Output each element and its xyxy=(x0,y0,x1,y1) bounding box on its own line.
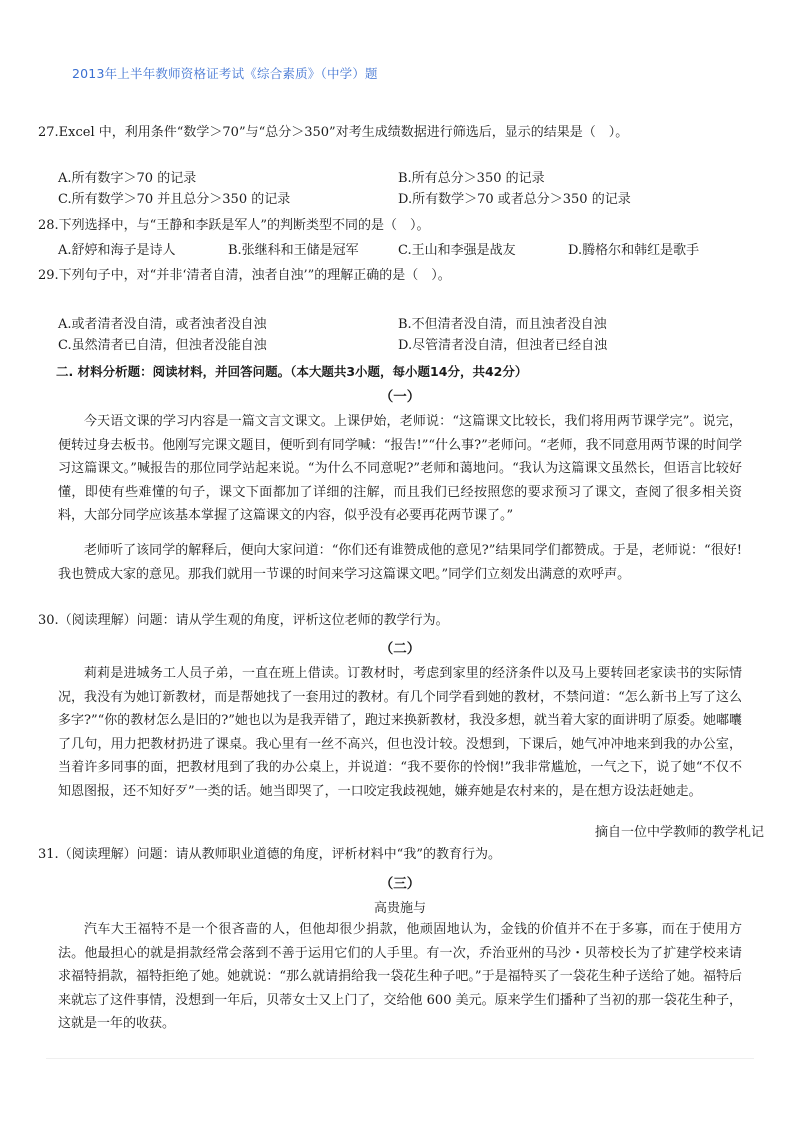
question-27-option-b: B.所有总分＞350 的记录 xyxy=(398,171,545,186)
document-header-title: 2013年上半年教师资格证考试《综合素质》（中学）题 xyxy=(72,66,378,81)
question-29-option-a: A.或者清者没自清，或者浊者没自浊 xyxy=(58,317,267,332)
part-3-title: 高贵施与 xyxy=(373,901,426,916)
question-27-option-d: D.所有数学＞70 或者总分＞350 的记录 xyxy=(398,192,631,207)
part-1-marker: （一） xyxy=(379,389,421,405)
question-28-option-d: D.腾格尔和韩红是歌手 xyxy=(568,243,700,258)
part-1-paragraph-1: 今天语文课的学习内容是一篇文言文课文。上课伊始，老师说：“这篇课文比较长，我们将用两节课学完”。说完，便转过身去板书。他刚写完课文题目，便听到有同学喊：“报告!”“什么事?”老师问。“老师，我不同意用两节课的时间学习这篇课文。”喊报告的那位同学站起来说。“为什么不同意呢?”老师和蔼地问。“我认为这篇课文虽然长，但语言比较好懂，即使有些难懂的句子，课文下面都加了详细的注解，而且我们已经按照您的要求预习了课文，查阅了很多相关资料，大部分同学应该基本掌握了这篇课文的内容，似乎没有必要再花两节课了。” xyxy=(58,414,742,523)
part-1-paragraph-2: 老师听了该同学的解释后，便向大家问道：“你们还有谁赞成他的意见?”结果同学们都赞成。于是，老师说：“很好!我也赞成大家的意见。那我们就用一节课的时间来学习这篇课文吧。”同学们立刻发出满意的欢呼声。 xyxy=(58,543,742,582)
question-29-option-d: D.尽管清者没自清，但浊者已经自浊 xyxy=(398,338,608,353)
part-2-paragraph-1: 莉莉是进城务工人员子弟，一直在班上借读。订教材时，考虑到家里的经济条件以及马上要转回老家读书的实际情况，我没有为她订新教材，而是帮她找了一套用过的教材。有几个同学看到她的教材，不禁问道：“怎么新书上写了这么多字?”“你的教材怎么是旧的?”她也以为是我弄错了，跑过来换新教材，我没多想，就当着大家的面讲明了原委。她嘟囔了几句，用力把教材扔进了课桌。我心里有一丝不高兴，但也没计较。没想到，下课后，她气冲冲地来到我的办公室，当着许多同事的面，把教材甩到了我的办公桌上，并说道：“我不要你的怜悯!”我非常尴尬，一气之下，说了她“不仅不知恩图报，还不知好歹”一类的话。她当即哭了，一口咬定我歧视她，嫌弃她是农村来的，是在想方设法赶她走。 xyxy=(58,666,742,799)
question-29-option-b: B.不但清者没自清，而且浊者没自浊 xyxy=(398,317,607,332)
part-3-paragraph-1: 汽车大王福特不是一个很吝啬的人，但他却很少捐款，他顽固地认为，金钱的价值并不在于多寡，而在于使用方法。他最担心的就是捐款经常会落到不善于运用它们的人手里。有一次，乔治亚州的马沙・贝蒂校长为了扩建学校来请求福特捐款，福特拒绝了她。她就说：“那么就请捐给我一袋花生种子吧。”于是福特买了一袋花生种子送给了她。福特后来就忘了这件事情，没想到一年后，贝蒂女士又上门了，交给他 600 美元。原来学生们播种了当初的那一袋花生种子，这就是一年的收获。 xyxy=(58,922,742,1031)
question-27-option-c: C.所有数学＞70 并且总分＞350 的记录 xyxy=(58,192,291,207)
part-3-marker: （三） xyxy=(379,876,421,892)
question-28-option-a: A.舒婷和海子是诗人 xyxy=(58,243,176,258)
section-2-heading: 二. 材料分析题：阅读材料，并回答问题。（本大题共3小题，每小题14分，共42分） xyxy=(56,364,528,379)
question-31-stem: 31.（阅读理解）问题：请从教师职业道德的角度，评析材料中“我”的教育行为。 xyxy=(38,847,501,862)
question-27-option-a: A.所有数字＞70 的记录 xyxy=(58,171,197,186)
question-27-stem: 27.Excel 中，利用条件“数学＞70”与“总分＞350”对考生成绩数据进行筛选后，显示的结果是（ ）。 xyxy=(38,125,629,140)
question-28-stem: 28.下列选择中，与“王静和李跃是军人”的判断类型不同的是（ ）。 xyxy=(38,218,430,233)
question-28-option-b: B.张继科和王储是冠军 xyxy=(228,243,359,258)
question-29-stem: 29.下列句子中，对“并非‘清者自清，浊者自浊’”的理解正确的是（ ）。 xyxy=(38,268,451,283)
footer-divider xyxy=(46,1058,754,1059)
question-28-option-c: C.王山和李强是战友 xyxy=(398,243,516,258)
question-29-option-c: C.虽然清者已自清，但浊者没能自浊 xyxy=(58,338,267,353)
part-2-source: 摘自一位中学教师的教学札记 xyxy=(594,825,764,840)
part-2-marker: （二） xyxy=(379,641,421,657)
question-30-stem: 30.（阅读理解）问题：请从学生观的角度，评析这位老师的教学行为。 xyxy=(38,613,449,628)
